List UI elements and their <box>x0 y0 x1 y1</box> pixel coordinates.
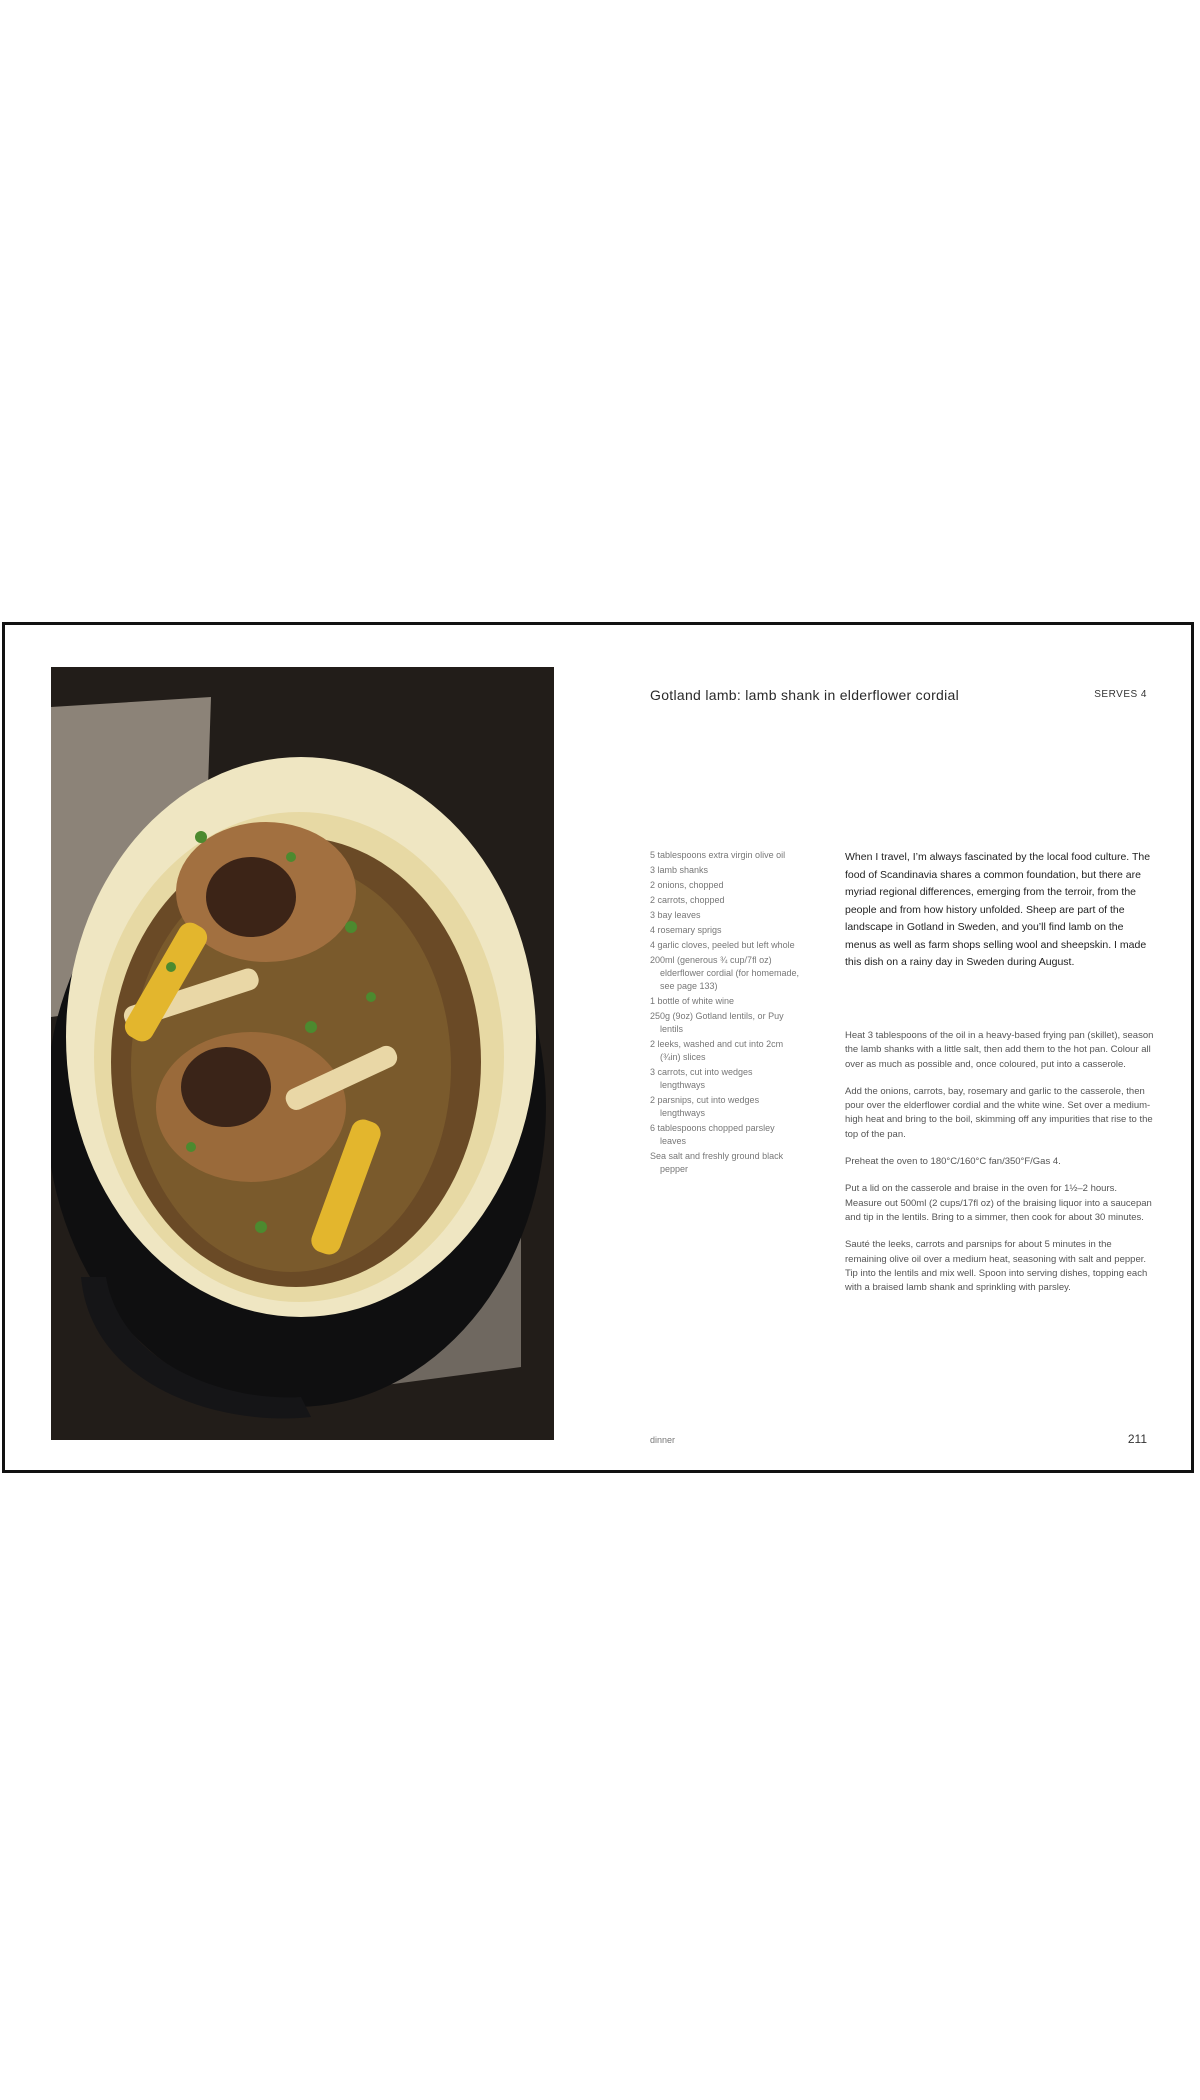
ingredient-item: 1 bottle of white wine <box>650 996 735 1006</box>
ingredient-item: 6 tablespoons chopped parsley leaves <box>650 1123 775 1146</box>
method-step: Put a lid on the casserole and braise in the oven for 1½–2 hours. Measure out 500ml (2 cups/17fl oz) of the braising liquor into a saucepan and tip in the lentils. Bring to a simmer, then cook for about 30 minutes. <box>845 1183 1152 1223</box>
ingredient-item: 4 garlic cloves, peeled but left whole <box>650 940 795 950</box>
recipe-title: Gotland lamb: lamb shank in elderflower cordial <box>650 687 960 703</box>
ingredient-item: 4 rosemary sprigs <box>650 925 722 935</box>
method-step: Add the onions, carrots, bay, rosemary and garlic to the casserole, then pour over the elderflower cordial and the white wine. Set over a medium-high heat and bring to the boil, skimming off any impurities that rise to the top of the pan. <box>845 1085 1153 1140</box>
page-number: 211 <box>1127 1432 1147 1446</box>
method-steps <box>845 1029 1155 1308</box>
ingredient-item: 2 parsnips, cut into wedges lengthways <box>650 1095 760 1118</box>
ingredient-item: 200ml (generous ¾ cup/7fl oz) elderflower cordial (for homemade, see page 133) <box>650 955 800 991</box>
ingredient-item: 3 lamb shanks <box>650 865 709 875</box>
ingredient-item: 3 carrots, cut into wedges lengthways <box>650 1067 753 1090</box>
method-step: Sauté the leeks, carrots and parsnips for about 5 minutes in the remaining olive oil over a medium heat, seasoning with salt and pepper. Tip into the lentils and mix well. Spoon into serving dishes, topping each with a braised lamb shank and sprinkling with parsley. <box>845 1239 1148 1294</box>
method-step: Heat 3 tablespoons of the oil in a heavy-based frying pan (skillet), season the lamb shanks with a little salt, then add them to the hot pan. Colour all over as much as possible and, once coloured, put into a casserole. <box>845 1030 1154 1070</box>
ingredient-item: 250g (9oz) Gotland lentils, or Puy lentils <box>650 1011 784 1034</box>
section-footer: dinner <box>650 1435 676 1445</box>
ingredient-item: 2 leeks, washed and cut into 2cm (¾in) slices <box>650 1039 784 1062</box>
ingredient-item: Sea salt and freshly ground black pepper <box>650 1151 784 1174</box>
ingredient-item: 5 tablespoons extra virgin olive oil <box>650 850 786 860</box>
ingredient-item: 2 carrots, chopped <box>650 895 725 905</box>
lamb-casserole-photo <box>51 667 554 1440</box>
method-step: Preheat the oven to 180°C/160°C fan/350°F/Gas 4. <box>845 1156 1061 1168</box>
book-spread <box>2 622 1194 1473</box>
ingredient-item: 3 bay leaves <box>650 910 701 920</box>
recipe-intro: When I travel, I’m always fascinated by the local food culture. The food of Scandinavia shares a common foundation, but there are myriad regional differences, emerging from the terroir, from the people and from how history unfolded. Sheep are part of the landscape in Gotland in Sweden, and you’ll find lamb on the menus as well as farm shops selling wool and sheepskin. I made this dish on a rainy day in Sweden during August. <box>845 851 1151 968</box>
serves-label: SERVES 4 <box>1094 689 1147 700</box>
ingredients-list <box>650 849 800 1178</box>
ingredient-item: 2 onions, chopped <box>650 880 724 890</box>
